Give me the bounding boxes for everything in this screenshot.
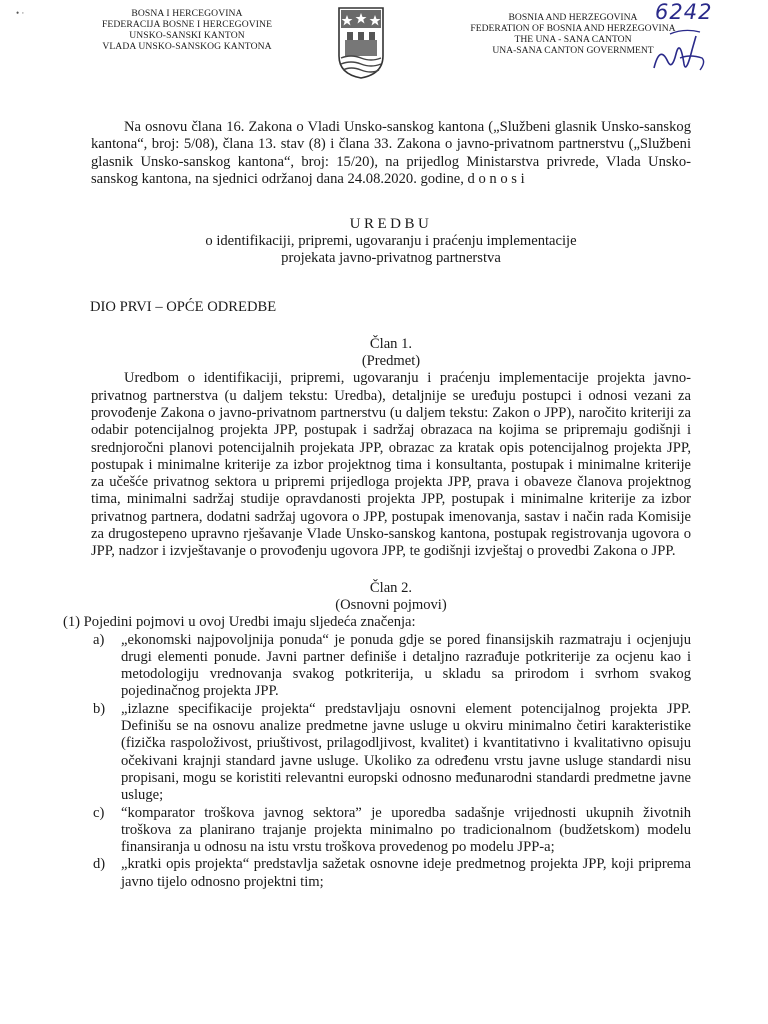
header-left <box>62 8 312 52</box>
article-1-heading: Član 1. <box>369 335 413 352</box>
header-right-line: UNA-SANA CANTON GOVERNMENT <box>492 45 654 56</box>
header-left-line: UNSKO-SANSKI KANTON <box>129 30 245 41</box>
title-line: projekata javno-privatnog partnerstva <box>281 250 501 267</box>
article-2-intro: (1) Pojedini pojmovi u ovoj Uredbi imaju sljedeća značenja: <box>63 614 416 631</box>
section-heading: DIO PRVI – OPĆE ODREDBE <box>90 299 277 316</box>
title-line: o identifikaciji, pripremi, ugovaranju i praćenju implementacije <box>205 233 577 250</box>
article-1-subheading: (Predmet) <box>361 353 421 370</box>
list-item <box>91 701 691 805</box>
header-left-line: FEDERACIJA BOSNE I HERCEGOVINE <box>101 19 273 30</box>
handwritten-number: 6242 <box>655 0 713 24</box>
list-item-text: “komparator troškova javnog sektora” je uporedba sadašnje vrijednosti ukupnih životnih troškova za planirano trajanje projekta minimalno po tradicionalnom (budžetskom) modelu finansiranja u odnosu na istu vrstu troškova provedenog po modelu JPP-a; <box>121 804 691 856</box>
coat-of-arms-icon <box>337 6 385 80</box>
list-item-mark: a) <box>93 631 105 648</box>
corner-marks: • · <box>16 8 25 18</box>
header-left-line: VLADA UNSKO-SANSKOG KANTONA <box>102 41 272 52</box>
definitions-list <box>91 632 691 891</box>
list-item <box>91 856 691 891</box>
list-item <box>91 805 691 857</box>
list-item <box>91 632 691 701</box>
list-item-text: „izlazne specifikacije projekta“ predstavljaju osnovni element potencijalnog projekta JPP. Definišu se na osnovu analize predmetne javne usluge u okviru minimalno četiri karakteristike (fizička raspoloživost, priuštivost, prilagodljivost, kvalitet) i kvantitativno i kvalitativno opisuju očekivani krajnji standard javne usluge. Ukoliko za određenu vrstu javne usluge standardi nisu propisani, mogu se koristiti relevantni europski odnosno međunarodni standardi predmetne javne usluge; <box>121 700 691 804</box>
list-item-mark: c) <box>93 804 105 821</box>
list-item-text: „ekonomski najpovoljnija ponuda“ je ponuda gdje se pored finansijskih razmatraju i ocjenjuju drugi elementi ponude. Javni partner definiše i detaljno razrađuje potkriterije za ocjenu kao i metodologiju vrednovanja svakog potkriterija, u skladu sa prirodom i svrhom svakog pojedinačnog projekta JPP. <box>121 631 691 700</box>
header-right-line: THE UNA - SANA CANTON <box>514 34 632 45</box>
handwritten-signature-icon <box>650 24 710 80</box>
article-1-text: Uredbom o identifikaciji, pripremi, ugovaranju i praćenju implementacije projekta javno-privatnog partnerstva (u daljem tekstu: Uredba), detaljnije se uređuju postupci i odnosi vezani za provođenje Zakona o javno-privatnom partnerstvu (u daljem tekstu: Zakon o JPP), naročito kriteriji za odabir potencijalnog projekta JPP, postupak i sadržaj obrazaca na kojima se pripremaju godišnji i srednjoročni planovi potencijalnih projekata JPP, obrazac za kratak opis potencijalnog projekta JPP, postupak i minimalne kriterije za izbor projektnog tima i konsultanta, postupak i minimalne kriterije za učešće privatnog sektora u pripremi prijedloga projekta JPP, prava i obaveze članova projektnog tima, minimalni sadržaj studije opravdanosti projekta JPP, postupak i minimalne kriterije za izbor privatnog partnera, dodatni sadržaj ugovora o JPP, postupak imenovanja, sastav i način rada Komisije za drugostepeno upravno rješavanje Vlade Unsko-sanskog kantona, postupak registrovanja ugovora o JPP, nadzor i izvještavanje o provođenju ugovora JPP, te godišnji izvještaj o provedbi Zakona o JPP. <box>91 370 691 560</box>
decree-title <box>91 216 691 267</box>
header-left-line: BOSNA I HERCEGOVINA <box>131 8 243 19</box>
article-2-subheading: (Osnovni pojmovi) <box>335 596 447 613</box>
title-main: UREDBU <box>349 216 433 233</box>
intro-paragraph: Na osnovu člana 16. Zakona o Vladi Unsko-sanskog kantona („Službeni glasnik Unsko-sanskog kantona“, broj: 5/08), člana 13. stav (8) i člana 33. Zakona o javno-privatnom partnerstvu („Službeni glasnik Unsko-sanskog kantona“, broj: 15/20), na prijedlog Ministarstva privrede, Vlada Unsko-sanskog kantona, na sjednici održanoj dana 24.08.2020. godine, d o n o s i <box>91 119 691 187</box>
article-2-heading: Član 2. <box>369 579 413 596</box>
header-right-line: BOSNIA AND HERZEGOVINA <box>508 12 638 23</box>
document-body <box>63 119 691 891</box>
list-item-mark: b) <box>93 700 106 717</box>
list-item-mark: d) <box>93 856 106 873</box>
header-right-line: FEDERATION OF BOSNIA AND HERZEGOVINA <box>470 23 676 34</box>
list-item-text: „kratki opis projekta“ predstavlja sažetak osnovne ideje predmetnog projekta JPP, koji priprema javno tijelo odnosno projektni tim; <box>121 856 691 890</box>
